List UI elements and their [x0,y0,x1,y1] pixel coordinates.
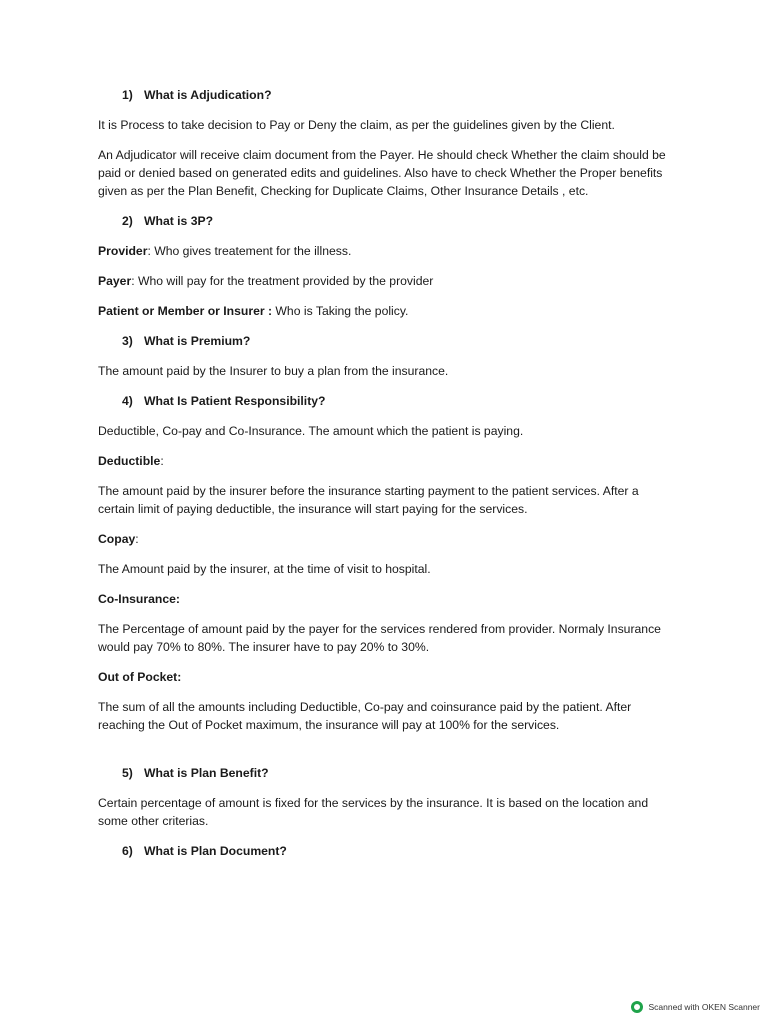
question-1-heading: 1) What is Adjudication? [122,88,272,102]
scanner-logo-icon [631,1001,643,1013]
question-4-heading: 4) What Is Patient Responsibility? [122,394,326,408]
question-3-heading: 3) What is Premium? [122,334,251,348]
scanner-watermark-text: Scanned with OKEN Scanner [648,1002,760,1012]
patient-definition: Patient or Member or Insurer : Who is Taking the policy. [98,304,409,318]
q5-paragraph: Certain percentage of amount is fixed for the services by the insurance. It is based on the location and some other criterias. [98,796,649,828]
q4-paragraph: Deductible, Co-pay and Co-Insurance. The amount which the patient is paying. [98,424,524,438]
q1-paragraph-2: An Adjudicator will receive claim document from the Payer. He should check Whether the claim should be paid or denied based on generated edits and guidelines. Also have to check Whether the Proper benefits given as per the Plan Benefit, Checking for Duplicate Claims, Other Insurance Details , etc. [98,148,666,198]
coinsurance-text: The Percentage of amount paid by the payer for the services rendered from provider. Normaly Insurance would pay 70% to 80%. The insurer have to pay 20% to 30%. [98,622,661,654]
deductible-text: The amount paid by the insurer before the insurance starting payment to the patient services. After a certain limit of paying deductible, the insurance will start paying for the services. [98,484,639,516]
out-of-pocket-text: The sum of all the amounts including Deductible, Co-pay and coinsurance paid by the patient. After reaching the Out of Pocket maximum, the insurance will pay at 100% for the services. [98,700,632,732]
spacer [98,746,673,764]
scanner-watermark [631,998,760,1016]
out-of-pocket-heading: Out of Pocket: [98,670,182,684]
copay-heading: Copay: [98,532,139,546]
question-5-heading: 5) What is Plan Benefit? [122,766,269,780]
payer-definition: Payer: Who will pay for the treatment provided by the provider [98,274,434,288]
q1-paragraph-1: It is Process to take decision to Pay or Deny the claim, as per the guidelines given by the Client. [98,118,615,132]
coinsurance-heading: Co-Insurance: [98,592,180,606]
provider-definition: Provider: Who gives treatement for the illness. [98,244,352,258]
q3-paragraph: The amount paid by the Insurer to buy a plan from the insurance. [98,364,449,378]
document-page [98,86,673,872]
question-2-heading: 2) What is 3P? [122,214,214,228]
question-6-heading: 6) What is Plan Document? [122,844,287,858]
deductible-heading: Deductible: [98,454,164,468]
copay-text: The Amount paid by the insurer, at the time of visit to hospital. [98,562,431,576]
